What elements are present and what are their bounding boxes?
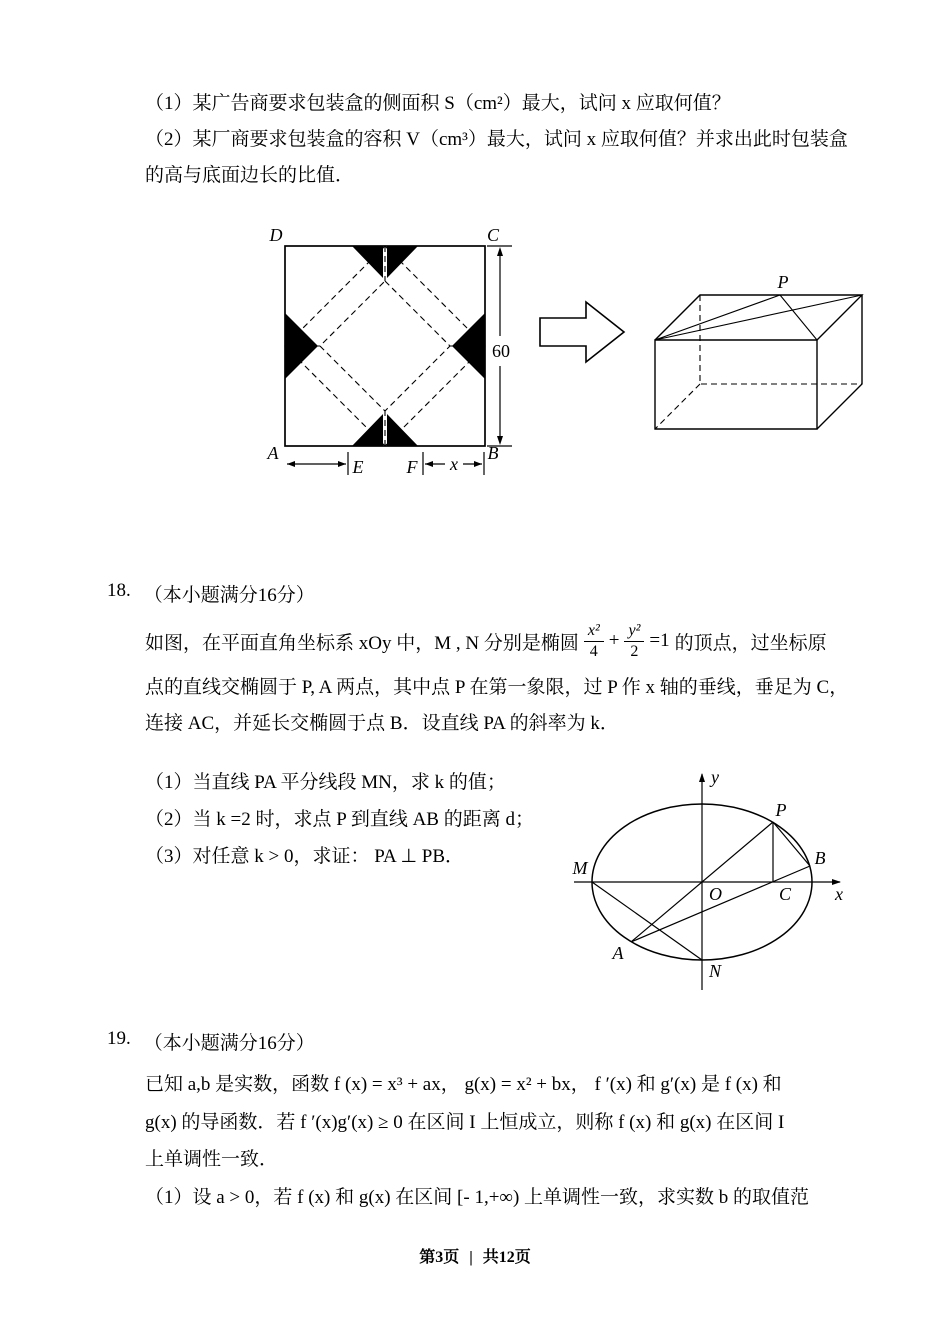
label-F: F (406, 457, 418, 477)
label-x-axis: x (835, 884, 843, 904)
arrowhead-left-icon (287, 461, 295, 467)
fraction-numerator: x² (584, 621, 604, 641)
label-C: C (486, 228, 500, 245)
problem18-heading (107, 580, 315, 607)
problem18-items (145, 764, 565, 875)
sub-item-1: （1）当直线 PA 平分线段 MN，求 k 的值； (145, 772, 506, 793)
label-C: C (779, 884, 792, 904)
y-axis-arrowhead-icon (699, 773, 705, 782)
footer-separator: | (469, 1249, 473, 1266)
arrowhead-left-icon (425, 461, 433, 467)
fraction-numerator: y² (624, 621, 644, 641)
fraction-denominator: 2 (630, 642, 639, 660)
problem19-body (145, 1066, 860, 1216)
problem17-text (145, 86, 850, 194)
line-AB (631, 866, 810, 942)
label-O: O (709, 884, 722, 904)
label-M: M (572, 858, 588, 878)
label-A: A (612, 943, 624, 963)
label-P-box: P (777, 272, 789, 292)
problem-score: （本小题满分16分） (143, 1033, 315, 1054)
dimension-60-label: 60 (492, 341, 510, 361)
label-D: D (269, 228, 283, 245)
sub-item-2: （2）当 k =2 时，求点 P 到直线 AB 的距离 d； (145, 809, 534, 830)
figure-unfold-diagram (240, 228, 900, 486)
box-3d (655, 295, 862, 429)
transform-arrow-icon (540, 302, 624, 362)
label-B: B (814, 848, 826, 868)
text-segment: 的顶点，过坐标原 (674, 632, 827, 654)
arrowhead-right-icon (474, 461, 482, 467)
problem18-body (145, 612, 855, 742)
page-number: 第3页 (419, 1249, 460, 1266)
problem19-heading (107, 1028, 315, 1055)
problem18-figure (552, 762, 852, 997)
segment-MN (592, 882, 702, 960)
arrowhead-right-icon (338, 461, 346, 467)
text-line: 点的直线交椭圆于 P, A 两点，其中点 P 在第一象限，过 P 作 x 轴的垂线，垂足为 C， (145, 677, 849, 698)
fraction-x2-over-4 (584, 621, 604, 660)
segment-PB (773, 822, 810, 866)
text-line: 的高与底面边长的比值． (145, 165, 355, 186)
label-A: A (267, 443, 279, 463)
box-top-diagonals (655, 295, 862, 340)
sub-item-3: （3）对任意 k > 0，求证： PA ⊥ PB． (145, 846, 465, 867)
box-right-face (817, 295, 862, 429)
problem-score: （本小题满分16分） (143, 585, 315, 606)
text-line-with-fractions (145, 612, 855, 670)
problem-number: 18. (107, 580, 131, 601)
problem-number: 19. (107, 1028, 131, 1049)
text-line: （1）设 a > 0，若 f (x) 和 g(x) 在区间 [- 1,+∞) 上单调性一致，求实数 b 的取值范 (145, 1186, 810, 1208)
figure-ellipse (552, 762, 852, 997)
text-segment: 如图，在平面直角坐标系 xOy 中，M , N 分别是椭圆 (145, 632, 579, 654)
fraction-denominator: 4 (589, 642, 598, 660)
text-line: （2）某厂商要求包装盒的容积 V（cm³）最大，试问 x 应取何值？并求出此时包装盒 (145, 129, 848, 150)
total-pages: 共12页 (482, 1249, 531, 1266)
label-B: B (487, 443, 499, 463)
problem17-figure (240, 228, 900, 486)
page-footer (0, 1244, 950, 1267)
label-E: E (352, 457, 364, 477)
label-N: N (709, 961, 722, 981)
text-line: 已知 a,b 是实数，函数 f (x) = x³ + ax， g(x) = x² + bx， f ′(x) 和 g′(x) 是 f (x) 和 (145, 1074, 782, 1095)
fraction-y2-over-2 (624, 621, 644, 660)
arrowhead-up-icon (497, 247, 503, 256)
text-line: 上单调性一致． (145, 1149, 279, 1170)
text-line: （1）某广告商要求包装盒的侧面积 S（cm²）最大，试问 x 应取何值？ (145, 93, 731, 114)
equals-one: =1 (649, 630, 670, 651)
label-P: P (775, 800, 787, 820)
text-line: 连接 AC，并延长交椭圆于点 B．设直线 PA 的斜率为 k． (145, 713, 619, 734)
label-x-dim: x (450, 454, 458, 474)
text-line: g(x) 的导函数．若 f ′(x)g′(x) ≥ 0 在区间 I 上恒成立，则称 f (x) 和 g(x) 在区间 I (145, 1111, 785, 1133)
plus-operator: + (608, 630, 620, 651)
label-y-axis: y (711, 767, 719, 787)
box-hidden-edges (655, 295, 862, 429)
